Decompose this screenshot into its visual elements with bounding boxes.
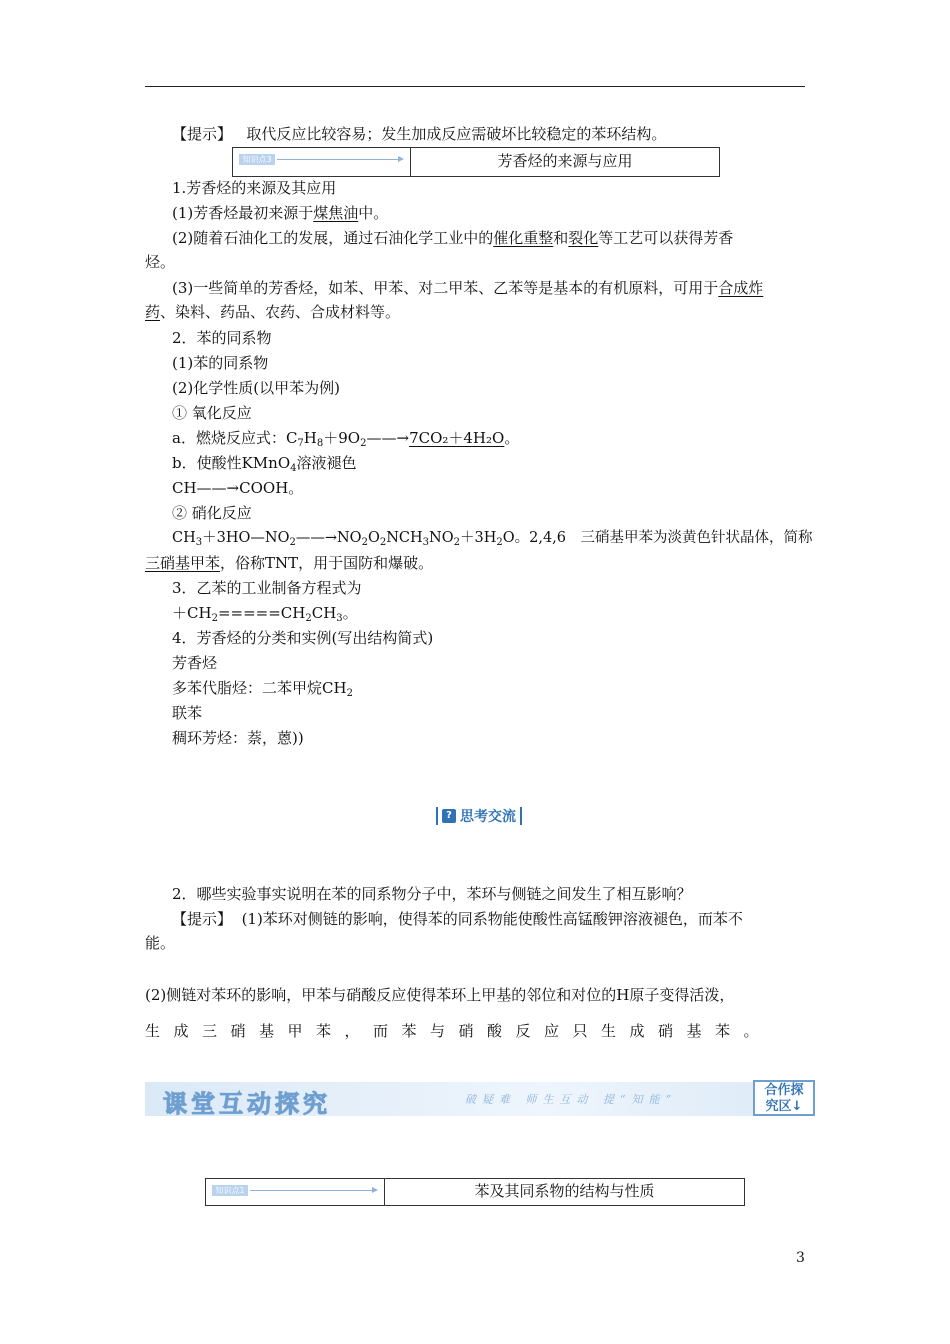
para-15: 3．乙苯的工业制备方程式为: [172, 579, 362, 597]
classroom-banner: [145, 1082, 815, 1116]
page-number: 3: [796, 1250, 805, 1266]
para-2: (1)芳香烃最初来源于煤焦油中。: [172, 204, 389, 222]
hint-label: 【提示】: [172, 125, 233, 143]
section-title: 芳香烃的来源与应用: [497, 152, 633, 170]
para-19: 多苯代脂烃：二苯甲烷$CH_2$: [172, 679, 353, 699]
divider-bar: [436, 807, 438, 825]
para-14: 三硝基甲苯，俗称TNT，用于国防和爆破。: [145, 554, 434, 572]
para-4: (3)一些简单的芳香烃，如苯、甲苯、对二甲苯、乙苯等是基本的有机原料，可用于合成炸: [172, 279, 764, 297]
para-4-cont: 药、染料、药品、农药、合成材料等。: [145, 303, 401, 321]
header-rule: [145, 86, 805, 87]
arrow-right-icon: [250, 1190, 376, 1191]
banner-subtitle: 破疑难 师生互动 提“知能”: [465, 1093, 678, 1106]
para-13: $CH_3+3HO—NO_2——\to NO_2O_2NCH_3NO_2+3H_2O$。2,4,6 三硝基甲苯为淡黄色针状晶体，简称: [172, 530, 813, 548]
section-title: 苯及其同系物的结构与性质: [474, 1182, 655, 1200]
arrow-right-icon: [277, 159, 402, 160]
para-18: 芳香烃: [172, 654, 218, 672]
para-21: 稠环芳烃：萘，蒽)): [172, 729, 304, 747]
para-12: ② 硝化反应: [172, 504, 252, 522]
banner-title: 课堂互动探究: [163, 1089, 331, 1118]
hint-2-cont: 能。: [145, 934, 176, 952]
para-6: (1)苯的同系物: [172, 354, 269, 372]
section-header-1: [232, 147, 720, 177]
para-16: $+CH_2=====CH_2CH_3$。: [172, 604, 358, 624]
section-tag: 知识点1: [212, 1185, 248, 1196]
divider-bar: [520, 807, 522, 825]
para-8: ① 氧化反应: [172, 404, 252, 422]
para-3: (2)随着石油化工的发展，通过石油化学工业中的催化重整和裂化等工艺可以获得芳香: [172, 229, 734, 247]
question-icon: ?: [442, 809, 456, 823]
hint-3: (2)侧链对苯环的影响，甲苯与硝酸反应使得苯环上甲基的邻位和对位的H原子变得活泼，: [145, 986, 735, 1004]
hint-label: 【提示】: [172, 910, 233, 928]
para-20: 联苯: [172, 704, 203, 722]
para-5: 2．苯的同系物: [172, 329, 272, 347]
section-header-2: [205, 1178, 745, 1206]
section-tag-cell: [233, 148, 411, 176]
para-9: a．燃烧反应式：$C_7H_8+9O_2——\to 7CO_2+4H_2O$。: [172, 429, 520, 449]
hint-2: 【提示】 (1)苯环对侧链的影响，使得苯的同系物能使酸性高锰酸钾溶液褪色，而苯不: [172, 910, 743, 928]
think-label: 思考交流: [460, 809, 516, 825]
para-17: 4．芳香烃的分类和实例(写出结构简式): [172, 629, 434, 647]
banner-badge: 合作探 究区↓: [753, 1080, 815, 1116]
section-tag-cell: [206, 1179, 385, 1205]
para-7: (2)化学性质(以甲苯为例): [172, 379, 340, 397]
think-exchange-heading: [436, 806, 522, 826]
para-10: b．使酸性KMnO$_4$溶液褪色: [172, 454, 357, 474]
para-1: 1.芳香烃的来源及其应用: [172, 179, 337, 197]
hint-1: [172, 124, 666, 144]
para-3-cont: 烃。: [145, 253, 176, 271]
hint-4: 生成三硝基甲苯，而苯与硝酸反应只生成硝基苯。: [145, 1022, 773, 1040]
para-11: CH——→COOH。: [172, 479, 304, 497]
hint-text: 取代反应比较容易；发生加成反应需破坏比较稳定的苯环结构。: [246, 125, 667, 143]
section-tag: 知识点3: [239, 154, 275, 165]
question-2: 2．哪些实验事实说明在苯的同系物分子中，苯环与侧链之间发生了相互影响？: [172, 885, 692, 903]
